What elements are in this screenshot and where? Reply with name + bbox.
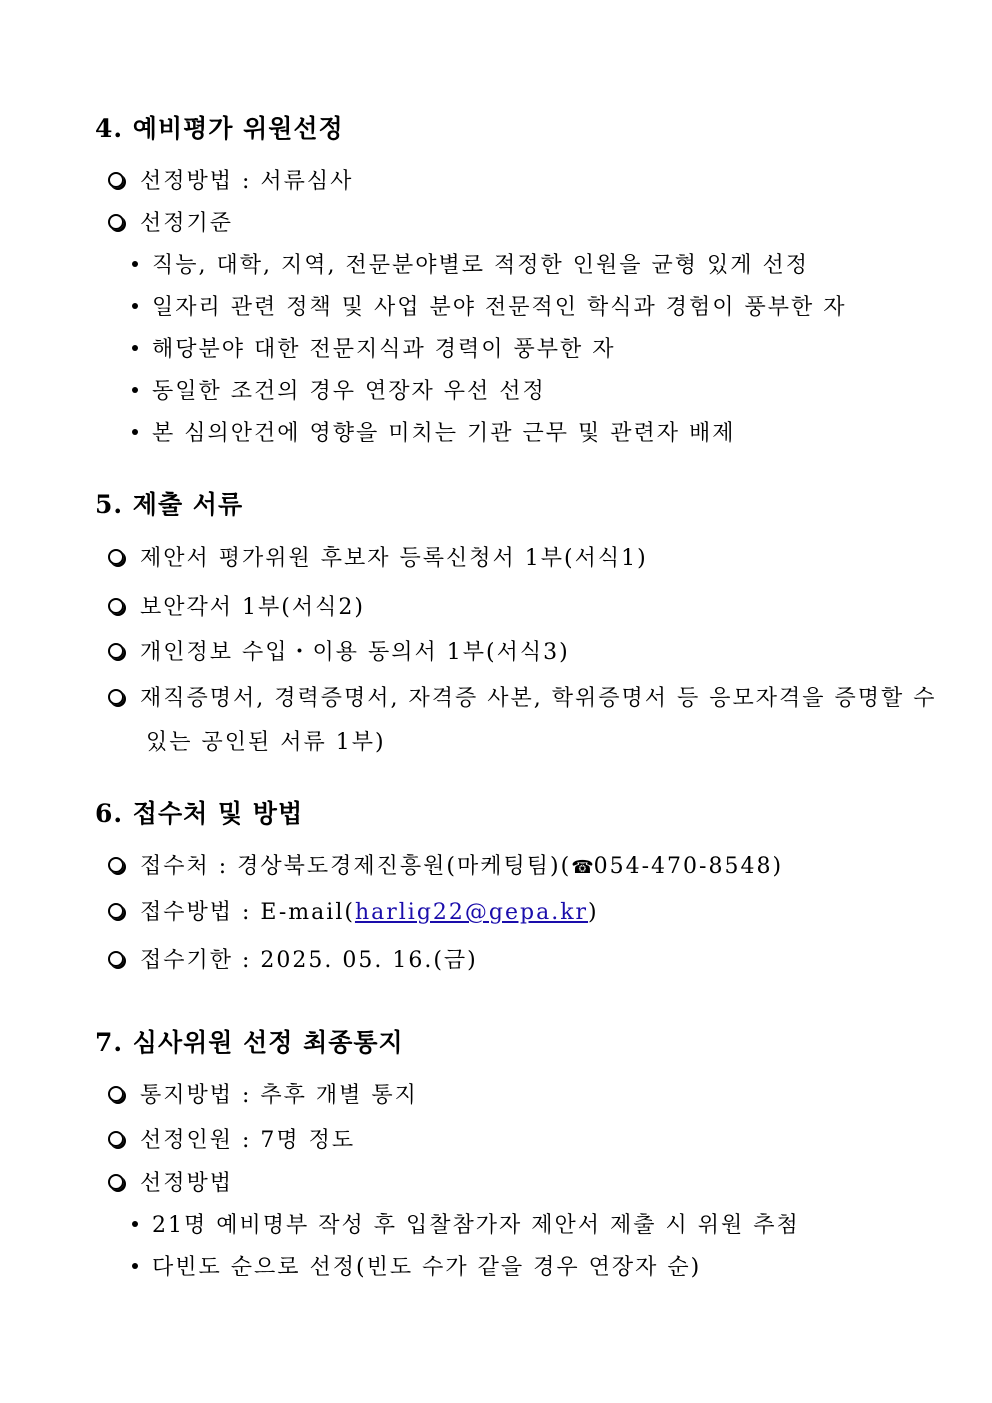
s4-criteria-sub-4: [132, 377, 546, 407]
dot-bullet-icon: [132, 303, 138, 309]
s5-item-4-continuation: 있는 공인된 서류 1부): [146, 730, 386, 755]
s4-criteria-sub-5: [132, 419, 736, 449]
dot-bullet-icon: [132, 1263, 138, 1269]
circle-bullet-icon: [108, 549, 124, 565]
list-item-text: 재직증명서, 경력증명서, 자격증 사본, 학위증명서 등 응모자격을 증명할 수: [140, 686, 937, 711]
place-suffix: ): [772, 854, 784, 879]
phone-number: 054-470-8548: [593, 854, 773, 879]
circle-bullet-icon: [108, 951, 124, 967]
s6-deadline-item: [108, 946, 478, 976]
section-6-heading: 6. 접수처 및 방법: [95, 799, 304, 828]
dot-bullet-icon: [132, 261, 138, 267]
dot-bullet-icon: [132, 1221, 138, 1227]
circle-bullet-icon: [108, 598, 124, 614]
list-item-text: 해당분야 대한 전문지식과 경력이 풍부한 자: [152, 337, 616, 362]
list-item-text: 보안각서 1부(서식2): [140, 595, 365, 620]
s7-selection-sub-1: [132, 1211, 800, 1241]
s4-criteria-text: 선정기준: [140, 211, 234, 236]
phone-icon: ☎: [571, 857, 594, 878]
circle-bullet-icon: [108, 643, 124, 659]
list-item-text: 개인정보 수입・이용 동의서 1부(서식3): [140, 640, 570, 665]
place-prefix: 접수처 : 경상북도경제진흥원(마케팅팀)(: [140, 854, 572, 879]
circle-bullet-icon: [108, 1131, 124, 1147]
count-text: 선정인원 : 7명 정도: [140, 1128, 356, 1153]
circle-bullet-icon: [108, 1174, 124, 1190]
circle-bullet-icon: [108, 172, 124, 188]
s4-criteria-item: [108, 209, 233, 239]
list-item-text: 다빈도 순으로 선정(빈도 수가 같을 경우 연장자 순): [152, 1255, 702, 1280]
deadline-text: 접수기한 : 2025. 05. 16.(금): [140, 948, 478, 973]
selection-text: 선정방법: [140, 1171, 234, 1196]
circle-bullet-icon: [108, 214, 124, 230]
section-5-heading: 5. 제출 서류: [95, 490, 244, 519]
circle-bullet-icon: [108, 857, 124, 873]
s6-method-item: [108, 898, 599, 928]
dot-bullet-icon: [132, 387, 138, 393]
dot-bullet-icon: [132, 345, 138, 351]
s4-criteria-sub-3: [132, 335, 616, 365]
s7-selection-sub-2: [132, 1253, 701, 1283]
email-link[interactable]: harlig22@gepa.kr: [354, 900, 589, 925]
s4-criteria-sub-1: [132, 251, 809, 281]
list-item-text: 제안서 평가위원 후보자 등록신청서 1부(서식1): [140, 546, 648, 571]
list-item-text: 일자리 관련 정책 및 사업 분야 전문적인 학식과 경험이 풍부한 자: [152, 295, 847, 320]
circle-bullet-icon: [108, 689, 124, 705]
circle-bullet-icon: [108, 903, 124, 919]
s4-criteria-sub-2: [132, 293, 847, 323]
list-item-text: 21명 예비명부 작성 후 입찰참가자 제안서 제출 시 위원 추첨: [152, 1213, 800, 1238]
s7-notice-item: [108, 1081, 418, 1111]
s5-item-2: [108, 593, 365, 623]
s7-selection-item: [108, 1169, 233, 1199]
list-item-text: 직능, 대학, 지역, 전문분야별로 적정한 인원을 균형 있게 선정: [152, 253, 809, 278]
circle-bullet-icon: [108, 1086, 124, 1102]
s6-place-item: [108, 852, 783, 883]
s4-method-text: 선정방법 : 서류심사: [140, 169, 354, 194]
s5-item-4: [108, 684, 937, 714]
method-prefix: 접수방법 : E-mail(: [140, 900, 355, 925]
dot-bullet-icon: [132, 429, 138, 435]
s5-item-3: [108, 638, 570, 668]
s5-item-1: [108, 544, 648, 574]
section-4-heading: 4. 예비평가 위원선정: [95, 114, 344, 143]
notice-text: 통지방법 : 추후 개별 통지: [140, 1083, 418, 1108]
method-suffix: ): [588, 900, 599, 925]
list-item-text: 동일한 조건의 경우 연장자 우선 선정: [152, 379, 546, 404]
list-item-text: 본 심의안건에 영향을 미치는 기관 근무 및 관련자 배제: [152, 421, 736, 446]
s4-method-item: [108, 167, 353, 197]
s7-count-item: [108, 1126, 355, 1156]
section-7-heading: 7. 심사위원 선정 최종통지: [95, 1028, 404, 1057]
